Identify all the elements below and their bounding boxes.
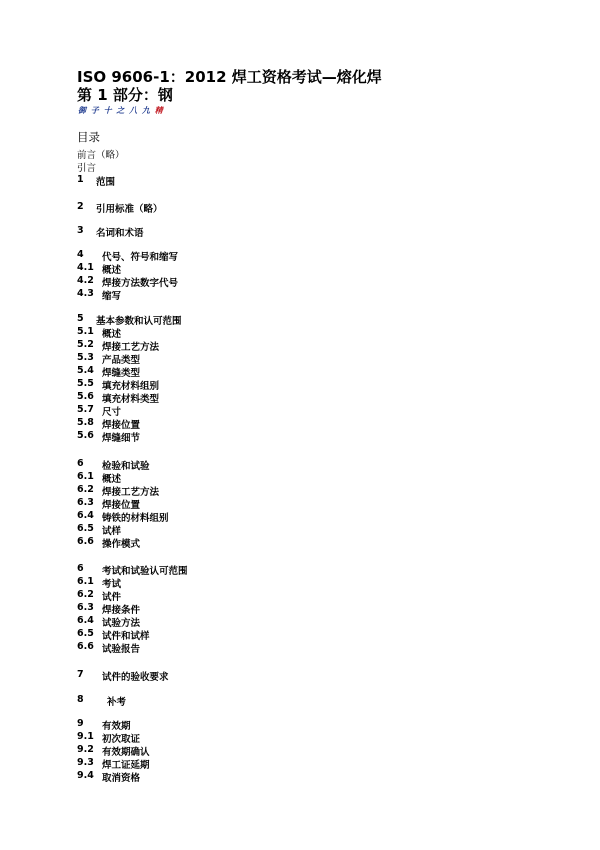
- toc-subsection-label: 概述: [102, 265, 122, 276]
- toc-subsection-label: 缩写: [102, 291, 122, 302]
- toc-subsection-number: 6.1: [77, 471, 94, 482]
- toc-subsection-label: 焊接方法数字代号: [102, 278, 179, 289]
- toc-subsection-number: 5.4: [77, 365, 94, 376]
- toc-subsection-number: 9.3: [77, 757, 94, 768]
- toc-section-label: 检验和试验: [102, 461, 150, 472]
- toc-subsection-number: 5.2: [77, 339, 94, 350]
- toc-subsection-number: 6.1: [77, 576, 94, 587]
- toc-section-label: 考试和试验认可范围: [102, 566, 188, 577]
- toc-subsection-label: 焊缝细节: [102, 433, 141, 444]
- toc-subsection-number: 6.3: [77, 602, 94, 613]
- toc-section-number: 6: [77, 563, 84, 574]
- toc-subsection-label: 焊工证延期: [102, 760, 150, 771]
- toc-section-label: 基本参数和认可范围: [96, 316, 182, 327]
- toc-subsection-number: 4.2: [77, 275, 94, 286]
- toc-section-label: 代号、符号和缩写: [102, 252, 179, 263]
- signature-red-text: 精: [154, 106, 164, 115]
- toc-section-number: 8: [77, 694, 84, 705]
- toc-subsection-number: 4.3: [77, 288, 94, 299]
- toc-subsection-label: 焊缝类型: [102, 368, 141, 379]
- toc-subsection-number: 6.6: [77, 536, 94, 547]
- toc-section-number: 6: [77, 458, 84, 469]
- toc-section-number: 5: [77, 313, 84, 324]
- toc-subsection-label: 有效期确认: [102, 747, 150, 758]
- toc-section-number: 1: [77, 174, 84, 185]
- toc-subsection-label: 概述: [102, 329, 122, 340]
- document-title: ISO 9606-1：2012 焊工资格考试—熔化焊: [77, 68, 382, 86]
- toc-front-item: 前言（略）: [77, 150, 125, 161]
- document-subtitle: 第 1 部分：钢: [77, 86, 173, 104]
- toc-section-number: 7: [77, 669, 84, 680]
- toc-subsection-number: 6.5: [77, 523, 94, 534]
- toc-subsection-number: 6.3: [77, 497, 94, 508]
- toc-subsection-label: 焊接工艺方法: [102, 342, 160, 353]
- toc-subsection-number: 9.2: [77, 744, 94, 755]
- toc-section-label: 名词和术语: [96, 228, 144, 239]
- toc-subsection-number: 5.8: [77, 417, 94, 428]
- toc-section-label: 有效期: [102, 721, 131, 732]
- toc-subsection-number: 5.5: [77, 378, 94, 389]
- toc-subsection-label: 试件和试样: [102, 631, 150, 642]
- toc-section-number: 9: [77, 718, 84, 729]
- toc-section-label: 补考: [107, 697, 127, 708]
- signature-blue-text: 御 子 十 之 八 九: [78, 106, 151, 115]
- toc-subsection-label: 焊接位置: [102, 500, 141, 511]
- toc-subsection-label: 尺寸: [102, 407, 122, 418]
- toc-subsection-label: 焊接工艺方法: [102, 487, 160, 498]
- toc-subsection-label: 考试: [102, 579, 122, 590]
- toc-section-number: 4: [77, 249, 84, 260]
- toc-subsection-label: 取消资格: [102, 773, 141, 784]
- toc-subsection-label: 铸铁的材料组别: [102, 513, 169, 524]
- toc-subsection-label: 焊接条件: [102, 605, 141, 616]
- toc-subsection-number: 6.5: [77, 628, 94, 639]
- toc-subsection-label: 焊接位置: [102, 420, 141, 431]
- toc-subsection-number: 5.7: [77, 404, 94, 415]
- toc-subsection-label: 试样: [102, 526, 122, 537]
- toc-section-label: 范围: [96, 177, 116, 188]
- toc-subsection-number: 6.4: [77, 510, 94, 521]
- toc-subsection-number: 5.6: [77, 430, 94, 441]
- toc-subsection-label: 概述: [102, 474, 122, 485]
- toc-subsection-number: 4.1: [77, 262, 94, 273]
- toc-subsection-number: 5.3: [77, 352, 94, 363]
- toc-heading: 目录: [77, 130, 100, 144]
- toc-subsection-number: 6.2: [77, 589, 94, 600]
- toc-subsection-number: 5.6: [77, 391, 94, 402]
- toc-subsection-label: 操作模式: [102, 539, 141, 550]
- toc-subsection-label: 产品类型: [102, 355, 141, 366]
- signature-stamp: [78, 105, 164, 116]
- toc-front-item: 引言: [77, 163, 97, 174]
- toc-subsection-number: 5.1: [77, 326, 94, 337]
- toc-subsection-label: 试验方法: [102, 618, 141, 629]
- toc-subsection-label: 试件: [102, 592, 122, 603]
- toc-subsection-number: 6.2: [77, 484, 94, 495]
- toc-subsection-label: 初次取证: [102, 734, 141, 745]
- toc-subsection-label: 填充材料组别: [102, 381, 160, 392]
- toc-subsection-label: 试验报告: [102, 644, 141, 655]
- toc-subsection-label: 填充材料类型: [102, 394, 160, 405]
- toc-section-number: 3: [77, 225, 84, 236]
- toc-subsection-number: 6.6: [77, 641, 94, 652]
- toc-section-label: 引用标准（略）: [96, 204, 163, 215]
- toc-subsection-number: 9.4: [77, 770, 94, 781]
- toc-section-label: 试件的验收要求: [102, 672, 169, 683]
- toc-subsection-number: 6.4: [77, 615, 94, 626]
- toc-section-number: 2: [77, 201, 84, 212]
- toc-subsection-number: 9.1: [77, 731, 94, 742]
